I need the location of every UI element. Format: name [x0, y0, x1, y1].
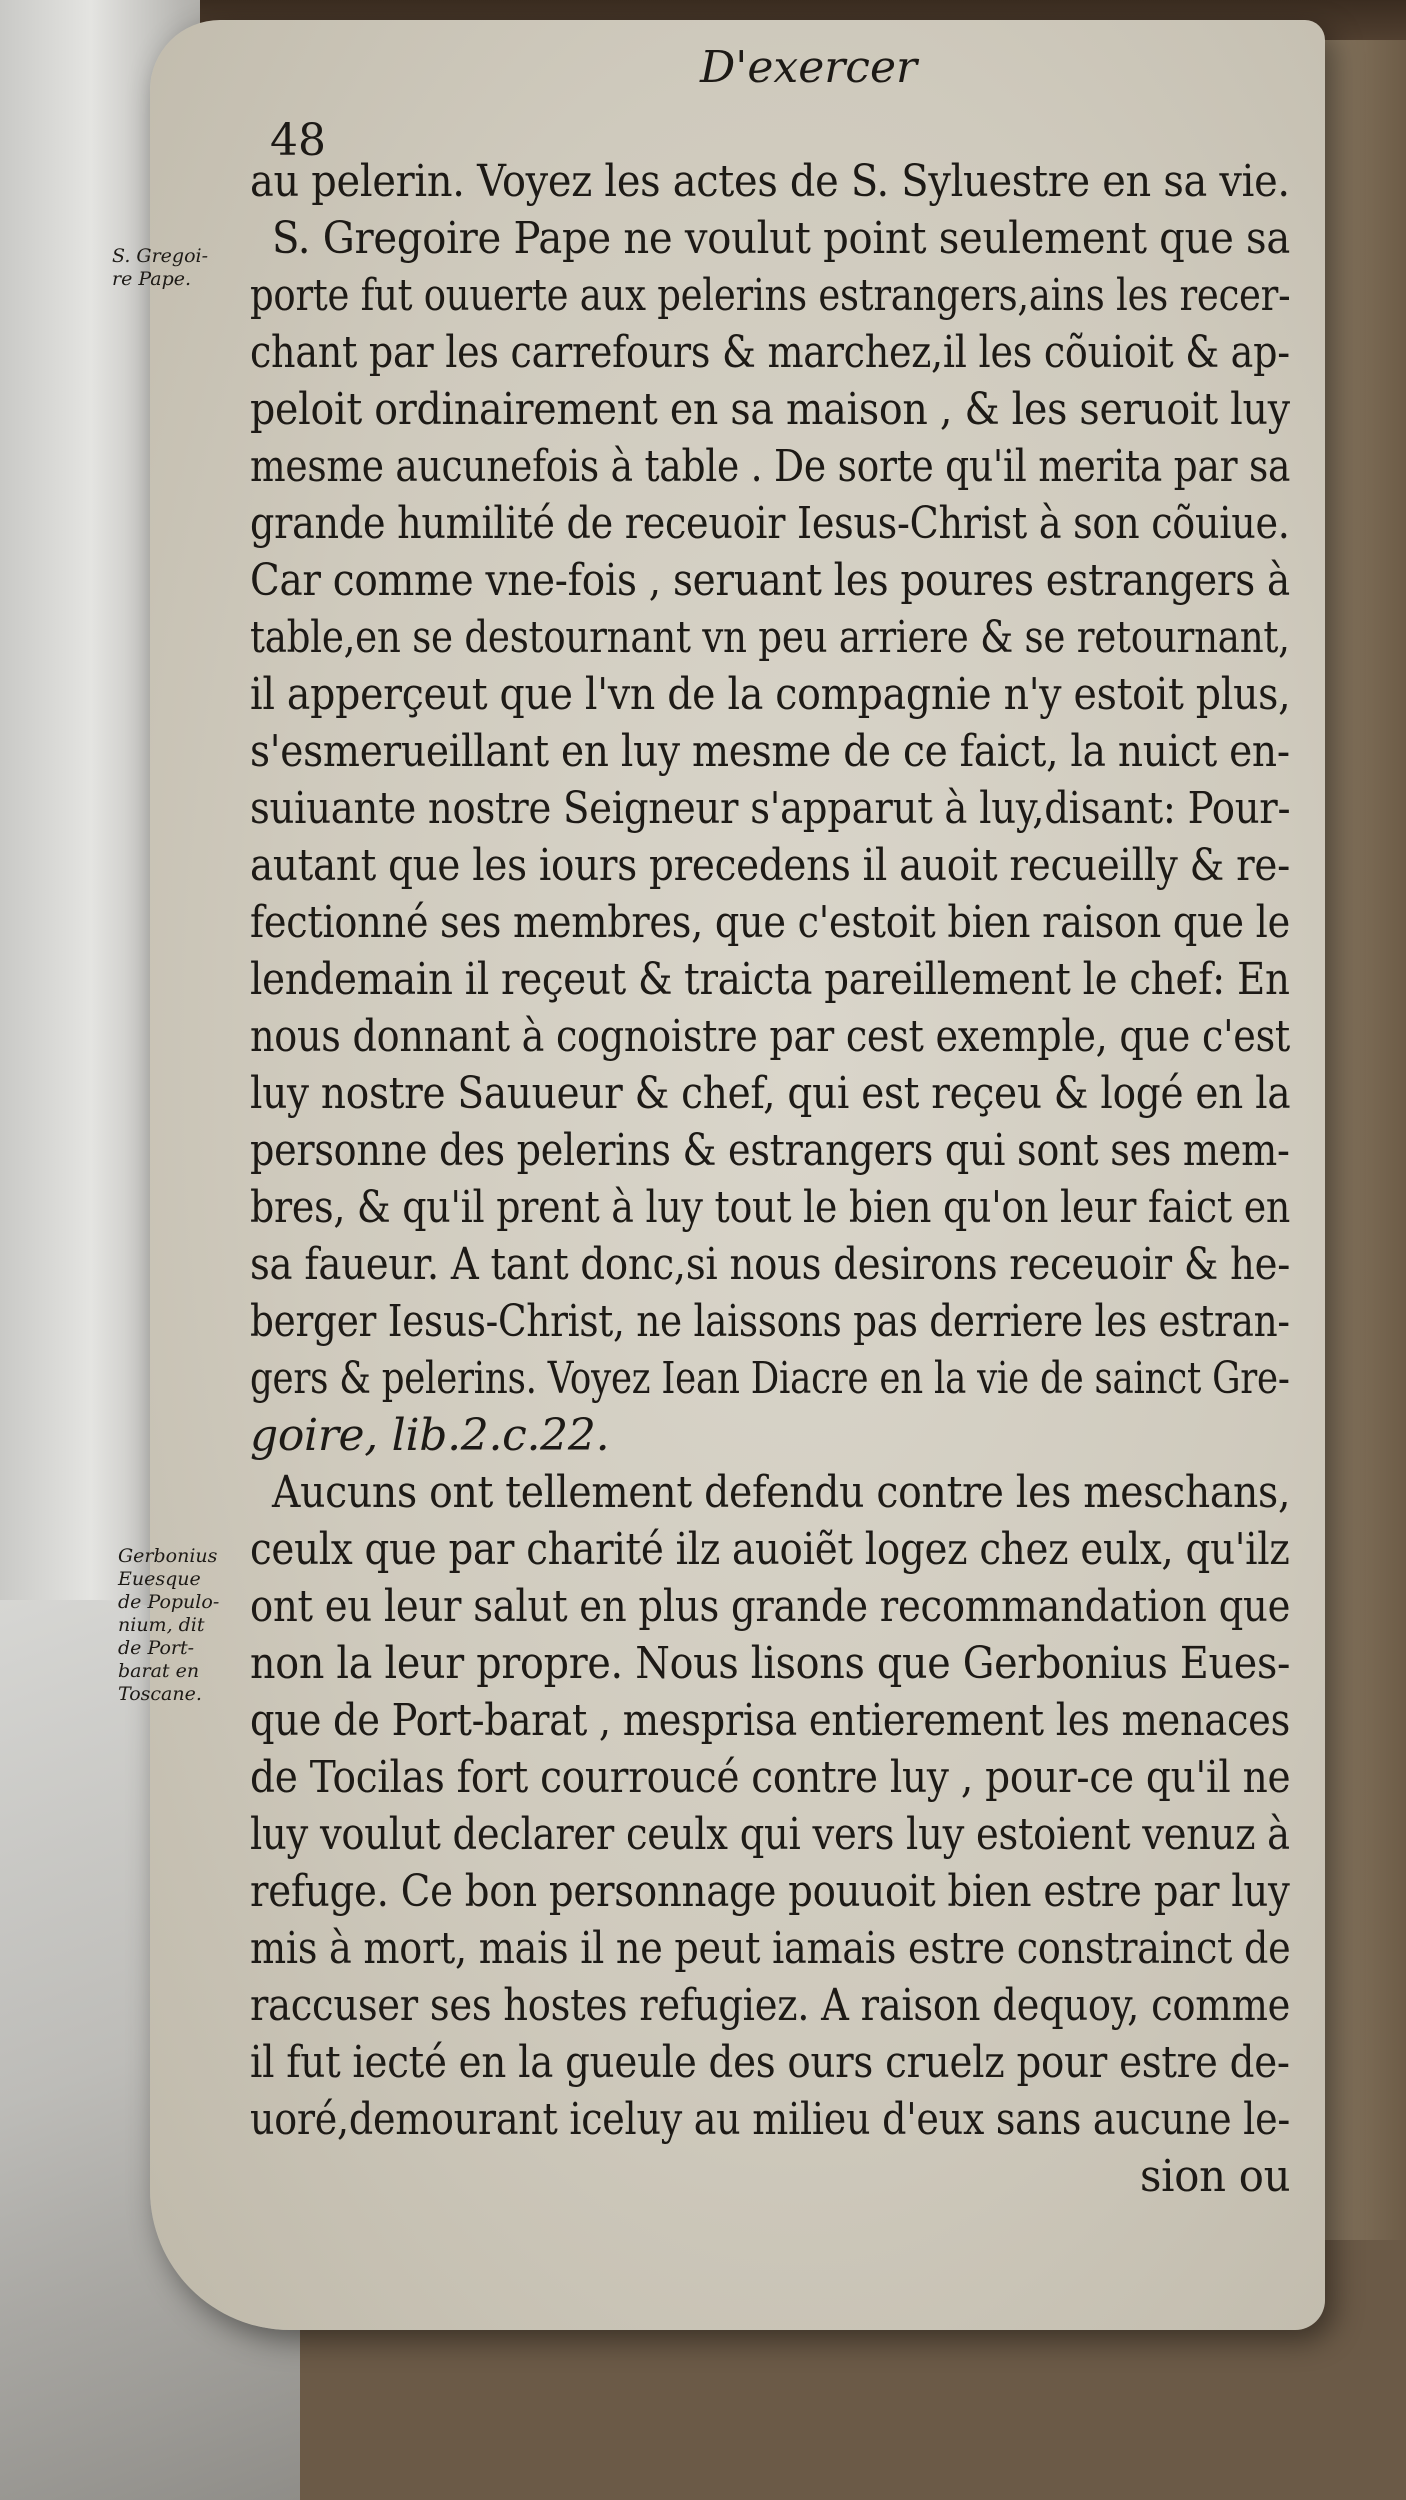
text-line: porte fut ouuerte aux pelerins estrangers,ains les recer-	[250, 270, 1291, 321]
text-line: raccuser ses hostes refugiez. A raison dequoy, comme	[250, 1980, 1291, 2031]
margin-note-gerbonius	[118, 1545, 228, 1706]
text-line: non la leur propre. Nous lisons que Gerbonius Eues-	[250, 1638, 1291, 1689]
catchword: sion ou	[1140, 2151, 1291, 2202]
text-line: luy nostre Sauueur & chef, qui est reçeu & logé en la	[250, 1068, 1291, 1119]
text-line: uoré,demourant iceluy au milieu d'eux sans aucune le-	[250, 2094, 1290, 2145]
text-line: table,en se destournant vn peu arriere & se retournant,	[250, 612, 1290, 663]
text-line: peloit ordinairement en sa maison , & les seruoit luy	[250, 384, 1290, 435]
text-line: bres, & qu'il prent à luy tout le bien qu'on leur faict en	[250, 1182, 1291, 1233]
text-line: il fut iecté en la gueule des ours cruelz pour estre de-	[250, 2037, 1290, 2088]
text-line: mis à mort, mais il ne peut iamais estre constrainct de	[250, 1923, 1291, 1974]
text-line: S. Gregoire Pape ne voulut point seulement que sa	[272, 213, 1290, 264]
margin-note-line: barat en	[118, 1660, 200, 1682]
margin-note-line: re Pape.	[112, 268, 192, 290]
margin-note-line: de Populo-	[118, 1591, 220, 1613]
margin-note-line: Euesque	[118, 1568, 201, 1590]
text-line: luy voulut declarer ceulx qui vers luy estoient venuz à	[250, 1809, 1290, 1860]
text-line-citation: goire, lib.2.c.22.	[250, 1410, 610, 1461]
text-line: autant que les iours precedens il auoit recueilly & re-	[250, 840, 1290, 891]
text-line: grande humilité de receuoir Iesus-Christ à son cõuiue.	[250, 498, 1290, 549]
text-line: au pelerin. Voyez les actes de S. Syluestre en sa vie.	[250, 156, 1290, 207]
text-line: lendemain il reçeut & traicta pareillement le chef: En	[250, 954, 1290, 1005]
text-line: Car comme vne-fois , seruant les poures estrangers à	[250, 555, 1290, 606]
margin-note-line: S. Gregoi-	[112, 245, 209, 267]
text-line: Aucuns ont tellement defendu contre les meschans,	[272, 1467, 1291, 1518]
running-title: D'exercer	[700, 42, 918, 93]
text-line: s'esmerueillant en luy mesme de ce faict, la nuict en-	[250, 726, 1290, 777]
text-line: suiuante nostre Seigneur s'apparut à luy,disant: Pour-	[250, 783, 1291, 834]
text-line: il apperçeut que l'vn de la compagnie n'y estoit plus,	[250, 669, 1291, 720]
text-line: ceulx que par charité ilz auoiẽt logez chez eulx, qu'ilz	[250, 1524, 1290, 1575]
text-line: berger Iesus-Christ, ne laissons pas derriere les estran-	[250, 1296, 1290, 1347]
margin-note-line: Gerbonius	[118, 1545, 218, 1567]
text-line: personne des pelerins & estrangers qui sont ses mem-	[250, 1125, 1290, 1176]
text-line: fectionné ses membres, que c'estoit bien raison que le	[250, 897, 1290, 948]
margin-note-line: Toscane.	[118, 1683, 202, 1705]
text-line: nous donnant à cognoistre par cest exemple, que c'est	[250, 1011, 1290, 1062]
text-line: gers & pelerins. Voyez Iean Diacre en la vie de sainct Gre-	[250, 1353, 1290, 1404]
text-line: sa faueur. A tant donc,si nous desirons receuoir & he-	[250, 1239, 1290, 1290]
margin-note-gregoire	[112, 245, 222, 291]
margin-note-line: nium, dit	[118, 1614, 205, 1636]
page-number: 48	[270, 115, 326, 166]
text-line: refuge. Ce bon personnage pouuoit bien estre par luy	[250, 1866, 1290, 1917]
text-line: ont eu leur salut en plus grande recommandation que	[250, 1581, 1291, 1632]
text-line: chant par les carrefours & marchez,il les cõuioit & ap-	[250, 327, 1290, 378]
text-line: de Tocilas fort courroucé contre luy , pour-ce qu'il ne	[250, 1752, 1291, 1803]
text-line: que de Port-barat , mesprisa entierement les menaces	[250, 1695, 1290, 1746]
text-line: mesme aucunefois à table . De sorte qu'il merita par sa	[250, 441, 1291, 492]
margin-note-line: de Port-	[118, 1637, 195, 1659]
